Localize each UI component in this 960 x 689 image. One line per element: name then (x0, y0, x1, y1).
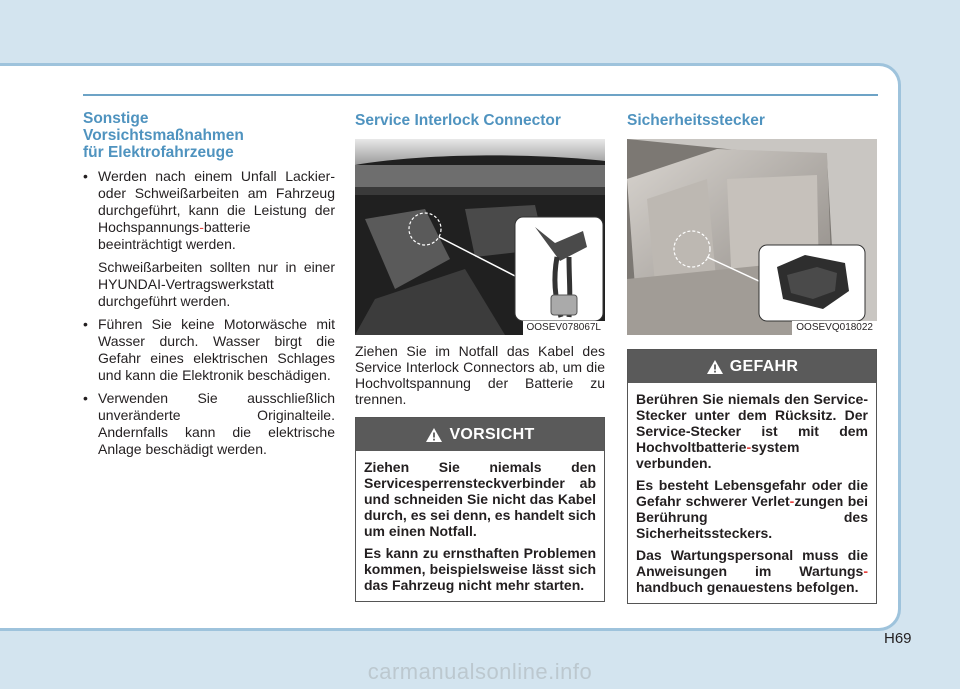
danger-paragraph (636, 547, 868, 595)
caution-box (355, 417, 605, 602)
rear-seat-illustration (627, 139, 877, 335)
section-heading-other-precautions (83, 110, 335, 161)
paragraph (98, 168, 335, 253)
image-code: OOSEVQ018022 (792, 321, 877, 335)
hyphen: - (199, 219, 204, 235)
rear-seat-photo (627, 139, 877, 335)
top-rule (83, 94, 878, 96)
text: Das Wartungspersonal muss die Anweisungen im Wartungs (636, 547, 868, 579)
caution-paragraph: Es kann zu ernsthaften Problemen kommen, beispielsweise lässt sich das Fahrzeug nicht mehr starten. (364, 545, 596, 593)
body-text: Ziehen Sie im Notfall das Kabel des Service Interlock Connectors ab, um die Hochvoltspannung der Batterie zu trennen. (355, 343, 605, 407)
caution-header (356, 418, 604, 451)
hyphen: - (746, 439, 752, 455)
warning-triangle-icon (706, 359, 724, 375)
right-column (627, 110, 877, 604)
image-code: OOSEV078067L (523, 321, 606, 335)
precautions-list (83, 168, 335, 458)
paragraph: Verwenden Sie ausschließlich unveränderte Originalteile. Andernfalls kann die elektrische Anlage beschädigt werden. (98, 390, 335, 457)
hyphen: - (863, 563, 868, 579)
hyphen: - (789, 493, 795, 509)
danger-box (627, 349, 877, 604)
danger-label: GEFAHR (729, 357, 799, 375)
text: system verbunden. (636, 439, 800, 471)
section-heading-safety-plug: Sicherheitsstecker (627, 112, 765, 129)
text: handbuch genauestens befolgen. (636, 579, 859, 595)
heading-line: für Elektrofahrzeuge (83, 144, 234, 161)
heading-line: Sonstige (83, 110, 149, 127)
text: Werden nach einem Unfall Lackier- oder Schweißarbeiten am Fahrzeug durchgeführt, kann die Leistung der Hochspannungs (98, 168, 335, 235)
caution-label: VORSICHT (449, 425, 535, 443)
bullet-icon: • (83, 390, 88, 406)
heading-line: Vorsichtsmaßnahmen (83, 127, 244, 144)
caution-paragraph: Ziehen Sie niemals den Servicesperrensteckverbinder ab und schneiden Sie nicht das Kabel durch, es sei denn, es handelt sich um einen Notfall. (364, 459, 596, 539)
text: Es besteht Lebensgefahr oder die Gefahr schwerer Verlet (636, 477, 868, 509)
caution-body (356, 451, 604, 601)
danger-header (628, 350, 876, 383)
list-item (83, 316, 335, 384)
engine-bay-photo (355, 139, 605, 335)
bullet-icon: • (83, 168, 88, 184)
danger-body (628, 383, 876, 603)
danger-paragraph (636, 477, 868, 541)
section-heading-service-interlock: Service Interlock Connector (355, 112, 561, 129)
text: Berühren Sie niemals den Service-Stecker unter dem Rücksitz. Der Service-Stecker ist mit dem Hochvoltbatterie (636, 391, 868, 455)
list-item (83, 168, 335, 310)
warning-triangle-icon (425, 427, 443, 443)
paragraph: Führen Sie keine Motorwäsche mit Wasser durch. Wasser birgt die Gefahr eines elektrischen Schlages und kann die Elektronik beschädigen. (98, 316, 335, 383)
page-number: H69 (884, 630, 912, 647)
danger-paragraph (636, 391, 868, 471)
engine-bay-illustration (355, 139, 605, 335)
text: zungen bei Berührung des Sicherheitssteckers. (636, 493, 868, 541)
bullet-icon: • (83, 316, 88, 332)
watermark: carmanualsonline.info (367, 659, 593, 684)
left-column (83, 110, 335, 464)
text: batterie beeinträchtigt werden. (98, 219, 251, 252)
list-item (83, 390, 335, 458)
middle-column (355, 110, 605, 602)
paragraph: Schweißarbeiten sollten nur in einer HYUNDAI-Vertragswerkstatt durchgeführt werden. (98, 259, 335, 309)
